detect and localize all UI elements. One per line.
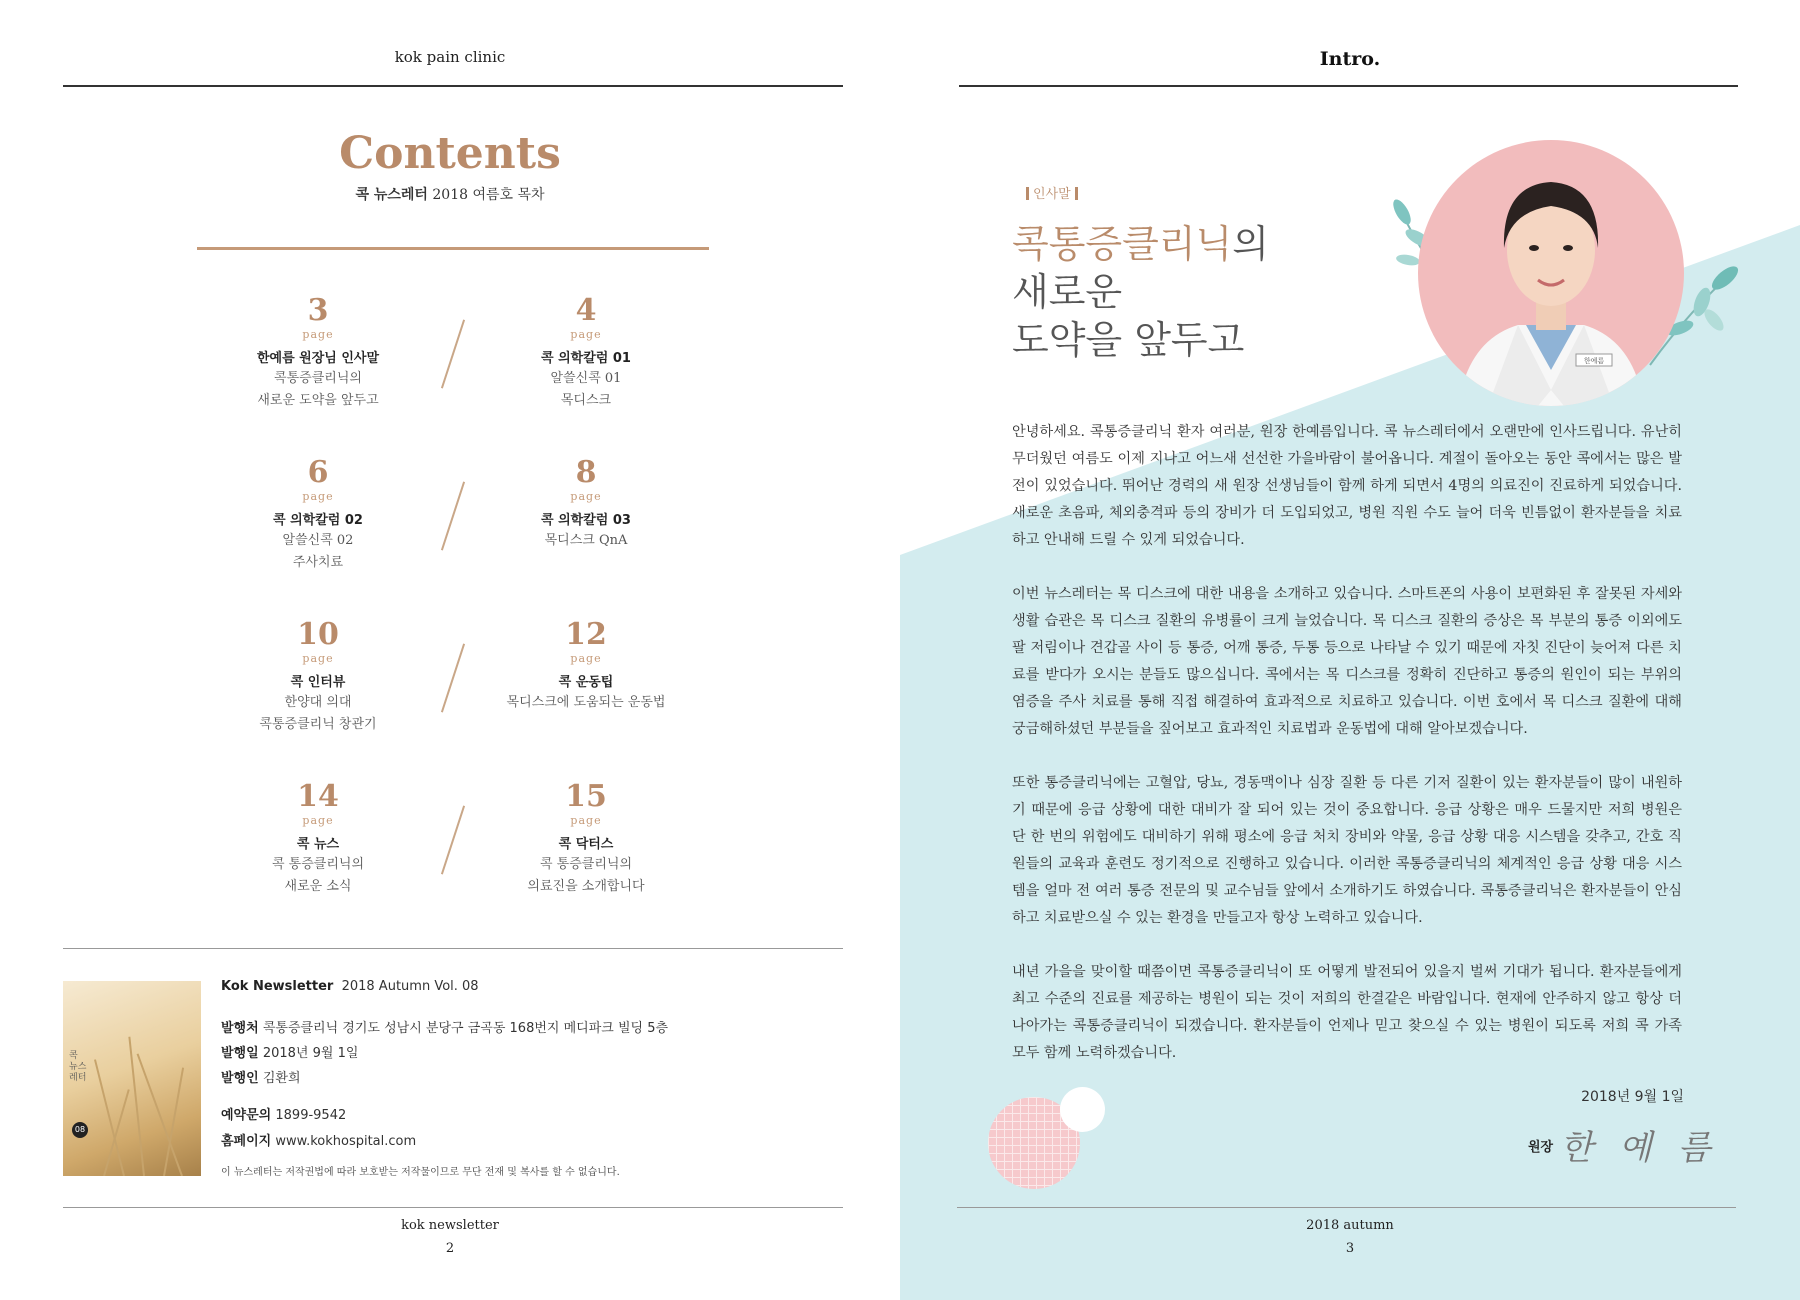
toc-entry[interactable] (203, 294, 433, 412)
toc-title: 콕 인터뷰 (290, 675, 346, 690)
top-rule-right (959, 85, 1738, 87)
toc-entry[interactable] (471, 780, 701, 898)
headline-line-2: 새로운 (1012, 270, 1123, 314)
accent-bar (197, 247, 709, 250)
toc-page-number: 3 (307, 293, 329, 328)
footer-rule-right (957, 1207, 1736, 1208)
tag-bar-right (1075, 187, 1078, 200)
headline-rest: 의 (1232, 222, 1269, 266)
colophon-publisher (221, 1017, 668, 1036)
toc-divider (441, 481, 465, 550)
publisher-label: 발행처 (221, 1021, 259, 1036)
intro-paragraph-4: 내년 가을을 맞이할 때쯤이면 콕통증클리닉이 또 어떻게 발전되어 있을지 벌써 기대가 됩니다. 환자분들에게 최고 수준의 진료를 제공하는 병원이 되는 것이 저희의 한결같은 바람입니다. 현재에 안주하지 않고 항상 더 나아가는 콕통증클리닉이 되겠습니다. 환자분들이 언제나 믿고 찾으실 수 있는 병원이 되도록 저희 콕 가족 모두 함께 노력하겠습니다. (1012, 964, 1682, 1061)
grass-stalk (137, 1053, 183, 1176)
cover-title: 콕 뉴스 레터 (69, 1051, 87, 1083)
toc-page-label: page (302, 490, 334, 503)
contents-title: Contents (339, 128, 561, 179)
colophon-rule (63, 948, 843, 949)
tag-bar-left (1026, 187, 1029, 200)
intro-paragraph-3: 또한 통증클리닉에는 고혈압, 당뇨, 경동맥이나 심장 질환 등 다른 기저 질환이 있는 환자분들이 많이 내원하기 때문에 응급 상황에 대한 대비가 잘 되어 있는 것이 중요합니다. 응급 상황은 매우 드물지만 저희 병원은 단 한 번의 위험에도 대비하기 위해 평소에 응급 처치 장비와 약물, 응급 상황 대응 시스템을 갖추고, 간호 직원들의 교육과 훈련도 정기적으로 진행하고 있습니다. 이러한 콕통증클리닉의 체계적인 응급 상황 대응 시스템을 얼마 전 여러 통증 전문의 및 교수님들 앞에서 소개하기도 하였습니다. 콕통증클리닉은 환자분들이 안심하고 치료받으실 수 있는 환경을 만들고자 항상 노력하고 있습니다. (1012, 775, 1682, 926)
toc-page-number: 12 (565, 617, 607, 652)
date-label: 발행일 (221, 1046, 259, 1061)
intro-paragraph-2: 이번 뉴스레터는 목 디스크에 대한 내용을 소개하고 있습니다. 스마트폰의 사용이 보편화된 후 잘못된 자세와 생활 습관은 목 디스크 질환의 유병률이 크게 늘었습니다. 목 디스크 질환의 증상은 목 부분의 통증 이외에도 팔 저림이나 견갑골 사이 등 통증, 어깨 통증, 두통 등으로 나타날 수 있기 때문에 자칫 진단이 늦어져 다른 치료를 받다가 오시는 분들도 많으십니다. 콕에서는 목 디스크를 정확히 진단하고 통증의 원인이 되는 부위의 염증을 주사 치료를 통해 직접 해결하여 효과적으로 치료하고 있습니다. 이번 호에서 목 디스크 질환에 대해 궁금해하셨던 부분들을 짚어보고 효과적인 치료법과 운동법에 대해 알아보겠습니다. (1012, 586, 1682, 737)
editor-value: 김환희 (262, 1071, 301, 1086)
letter-date: 2018년 9월 1일 (1581, 1089, 1684, 1105)
footer-title-right: 2018 autumn (1306, 1218, 1394, 1233)
toc-divider (441, 319, 465, 388)
cover-thumbnail (63, 981, 201, 1176)
toc-page-number: 15 (565, 779, 607, 814)
toc-title: 콕 의학칼럼 02 (273, 513, 363, 528)
grass-stalk (103, 1089, 130, 1176)
toc-divider (441, 805, 465, 874)
intro-paragraph-1: 안녕하세요. 콕통증클리닉 환자 여러분, 원장 한예름입니다. 콕 뉴스레터에서 오랜만에 인사드립니다. 유난히 무더웠던 여름도 이제 지나고 어느새 선선한 가을바람이 불어옵니다. 계절이 돌아오는 동안 콕에서는 많은 발전이 있었습니다. 뛰어난 경력의 새 원장 선생님들이 함께 하게 되면서 4명의 의료진이 진료하게 되었습니다. 새로운 초음파, 체외충격파 등의 장비가 더 도입되었고, 병원 직원 수도 늘어 더욱 빈틈없이 환자분들을 치료하고 안내해 드릴 수 있게 되었습니다. (1012, 424, 1682, 548)
toc-page-label: page (302, 814, 334, 827)
page-number-right: 3 (1345, 1241, 1355, 1256)
director-signature: 한예름 (1560, 1128, 1737, 1168)
toc-desc-1: 콕통증클리닉의 (274, 371, 362, 386)
decorative-white-circle (1060, 1087, 1105, 1132)
toc-divider (441, 643, 465, 712)
phone-value: 1899-9542 (275, 1108, 347, 1123)
toc-entry[interactable] (471, 618, 701, 714)
contents-subtitle (0, 184, 900, 204)
toc-page-label: page (570, 814, 602, 827)
web-link[interactable]: www.kokhospital.com (275, 1134, 417, 1149)
toc-page-number: 10 (297, 617, 339, 652)
grass-stalk (163, 1067, 184, 1176)
eye-left (1529, 245, 1539, 251)
toc-title: 콕 닥터스 (558, 837, 614, 852)
toc-desc-2: 새로운 소식 (284, 879, 352, 894)
eye-right (1563, 245, 1573, 251)
contents-subtitle-rest: 2018 여름호 목차 (432, 187, 545, 203)
toc-entry[interactable] (471, 456, 701, 552)
toc-page-number: 6 (307, 455, 329, 490)
toc-desc-1: 콕 통증클리닉의 (539, 857, 633, 872)
headline-highlight: 콕통증클리닉 (1012, 222, 1233, 266)
cover-volume-badge: 08 (72, 1122, 88, 1138)
toc-desc-2: 의료진을 소개합니다 (527, 879, 645, 894)
page-number-left: 2 (445, 1241, 455, 1256)
tag-label: 인사말 (1033, 187, 1071, 202)
headline-line-1 (1012, 220, 1269, 268)
editor-label: 발행인 (221, 1071, 259, 1086)
toc-desc-1: 알쓸신콕 02 (282, 533, 354, 548)
toc-page-label: page (570, 328, 602, 341)
toc-page-number: 4 (575, 293, 597, 328)
toc-desc-2: 주사치료 (292, 555, 344, 570)
toc-title: 콕 운동팁 (558, 675, 614, 690)
footer-title-left: kok newsletter (401, 1218, 499, 1233)
right-page (900, 0, 1800, 1300)
web-label: 홈페이지 (221, 1134, 272, 1149)
toc-desc-2: 목디스크 (560, 393, 612, 408)
toc-entry[interactable] (203, 618, 433, 736)
newsletter-edition: 2018 Autumn Vol. 08 (341, 979, 479, 994)
colophon-editor (221, 1067, 301, 1086)
section-tag (1022, 183, 1082, 202)
doctor-portrait (1418, 140, 1684, 406)
toc-entry[interactable] (471, 294, 701, 412)
publisher-value: 콕통증클리닉 경기도 성남시 분당구 금곡동 168번지 메디파크 빌딩 5층 (262, 1021, 669, 1036)
toc-title: 콕 의학칼럼 01 (541, 351, 631, 366)
toc-page-label: page (302, 328, 334, 341)
contents-subtitle-bold: 콕 뉴스레터 (355, 187, 428, 203)
date-value: 2018년 9월 1일 (262, 1046, 359, 1061)
toc-desc-1: 한양대 의대 (284, 695, 352, 710)
toc-desc-1: 목디스크 QnA (544, 533, 628, 548)
running-head-left: kok pain clinic (394, 48, 506, 66)
top-rule-left (63, 85, 843, 87)
toc-desc-1: 콕 통증클리닉의 (271, 857, 365, 872)
running-head-right: Intro. (1319, 48, 1381, 70)
colophon-web (221, 1130, 416, 1149)
footer-rule-left (63, 1207, 843, 1208)
copyright-note: 이 뉴스레터는 저작권법에 따라 보호받는 저작물이므로 무단 전재 및 복사를 할 수 없습니다. (221, 1167, 620, 1178)
name-badge-text: 한예름 (1583, 357, 1605, 365)
headline-line-3: 도약을 앞두고 (1012, 318, 1245, 362)
toc-page-number: 8 (575, 455, 597, 490)
toc-desc-2: 새로운 도약을 앞두고 (257, 393, 379, 408)
toc-page-number: 14 (297, 779, 339, 814)
toc-title: 콕 뉴스 (296, 837, 340, 852)
toc-desc-2: 콕통증클리닉 창관기 (259, 717, 377, 732)
toc-page-label: page (302, 652, 334, 665)
doctor-illustration (1418, 140, 1684, 406)
signature-title: 원장 (1528, 1140, 1554, 1155)
colophon-phone (221, 1104, 346, 1123)
toc-entry[interactable] (203, 780, 433, 898)
phone-label: 예약문의 (221, 1108, 272, 1123)
toc-title: 한예름 원장님 인사말 (256, 351, 380, 366)
colophon-name (221, 979, 479, 994)
toc-desc-1: 알쓸신콕 01 (550, 371, 622, 386)
grass-stalk (128, 1037, 145, 1176)
intro-headline (1012, 220, 1269, 364)
toc-title: 콕 의학칼럼 03 (541, 513, 631, 528)
newsletter-name: Kok Newsletter (221, 979, 334, 994)
colophon-date (221, 1042, 358, 1061)
toc-desc-1: 목디스크에 도움되는 운동법 (506, 695, 666, 710)
toc-page-label: page (570, 490, 602, 503)
toc-page-label: page (570, 652, 602, 665)
toc-entry[interactable] (203, 456, 433, 574)
